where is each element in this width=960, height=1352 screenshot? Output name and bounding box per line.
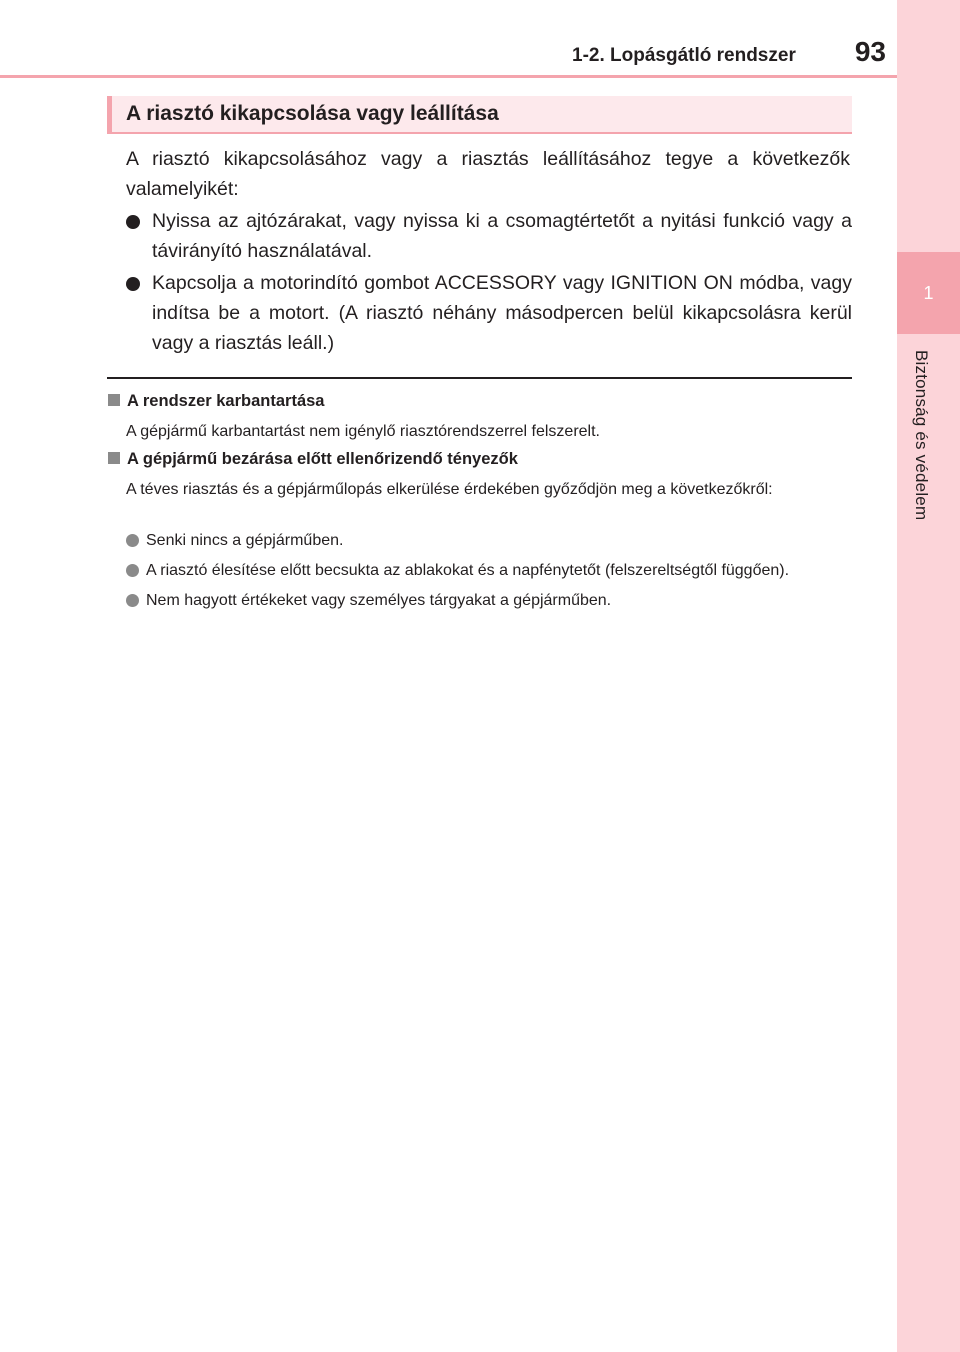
square-bullet-icon bbox=[108, 452, 120, 464]
bullet-icon bbox=[126, 534, 139, 547]
section-title-bar bbox=[107, 96, 852, 134]
side-tab bbox=[897, 0, 960, 1352]
note-heading-text: A gépjármű bezárása előtt ellenőrizendő tényezők bbox=[127, 450, 518, 468]
list-item bbox=[126, 530, 852, 551]
list-item-text: Nyissa az ajtózárakat, vagy nyissa ki a csomagtértetőt a nyitási funkció vagy a távirányító használatával. bbox=[152, 210, 852, 262]
note-bullet-list bbox=[126, 530, 852, 620]
running-header-section: 1-2. Lopásgátló rendszer bbox=[572, 45, 796, 66]
note-body: A gépjármű karbantartást nem igénylő riasztórendszerrel felszerelt. bbox=[126, 423, 600, 440]
list-item-text: Senki nincs a gépjárműben. bbox=[146, 532, 344, 549]
list-item bbox=[126, 206, 852, 266]
list-item-text: A riasztó élesítése előtt becsukta az ablakokat és a napfénytetőt (felszereltségtől függően). bbox=[146, 562, 790, 579]
section-intro: A riasztó kikapcsolásához vagy a riasztás leállításához tegye a következők valamelyikét: bbox=[126, 148, 850, 200]
section-divider bbox=[107, 377, 852, 379]
chapter-number-tab[interactable]: 1 bbox=[897, 252, 960, 334]
list-item bbox=[126, 590, 852, 611]
list-item bbox=[126, 560, 852, 581]
page-number: 93 bbox=[854, 36, 886, 67]
bullet-icon bbox=[126, 594, 139, 607]
note-body: A téves riasztás és a gépjárműlopás elkerülése érdekében győződjön meg a következőkről: bbox=[126, 481, 773, 498]
note-heading bbox=[108, 392, 324, 411]
bullet-icon bbox=[126, 215, 140, 229]
list-item-text: Kapcsolja a motorindító gombot ACCESSORY vagy IGNITION ON módba, vagy indítsa be a motort. (A riasztó néhány másodpercen belül kikapcsolásra kerül vagy a riasztás leáll.) bbox=[152, 272, 852, 354]
bullet-icon bbox=[126, 564, 139, 577]
square-bullet-icon bbox=[108, 394, 120, 406]
header-rule bbox=[0, 75, 897, 78]
bullet-icon bbox=[126, 277, 140, 291]
section-title: A riasztó kikapcsolása vagy leállítása bbox=[126, 102, 499, 125]
list-item bbox=[126, 268, 852, 358]
note-heading bbox=[108, 450, 518, 469]
section-bullet-list bbox=[126, 206, 852, 360]
note-heading-text: A rendszer karbantartása bbox=[127, 392, 325, 410]
list-item-text: Nem hagyott értékeket vagy személyes tárgyakat a gépjárműben. bbox=[146, 592, 612, 609]
chapter-title-vertical: Biztonság és védelem bbox=[912, 350, 931, 521]
